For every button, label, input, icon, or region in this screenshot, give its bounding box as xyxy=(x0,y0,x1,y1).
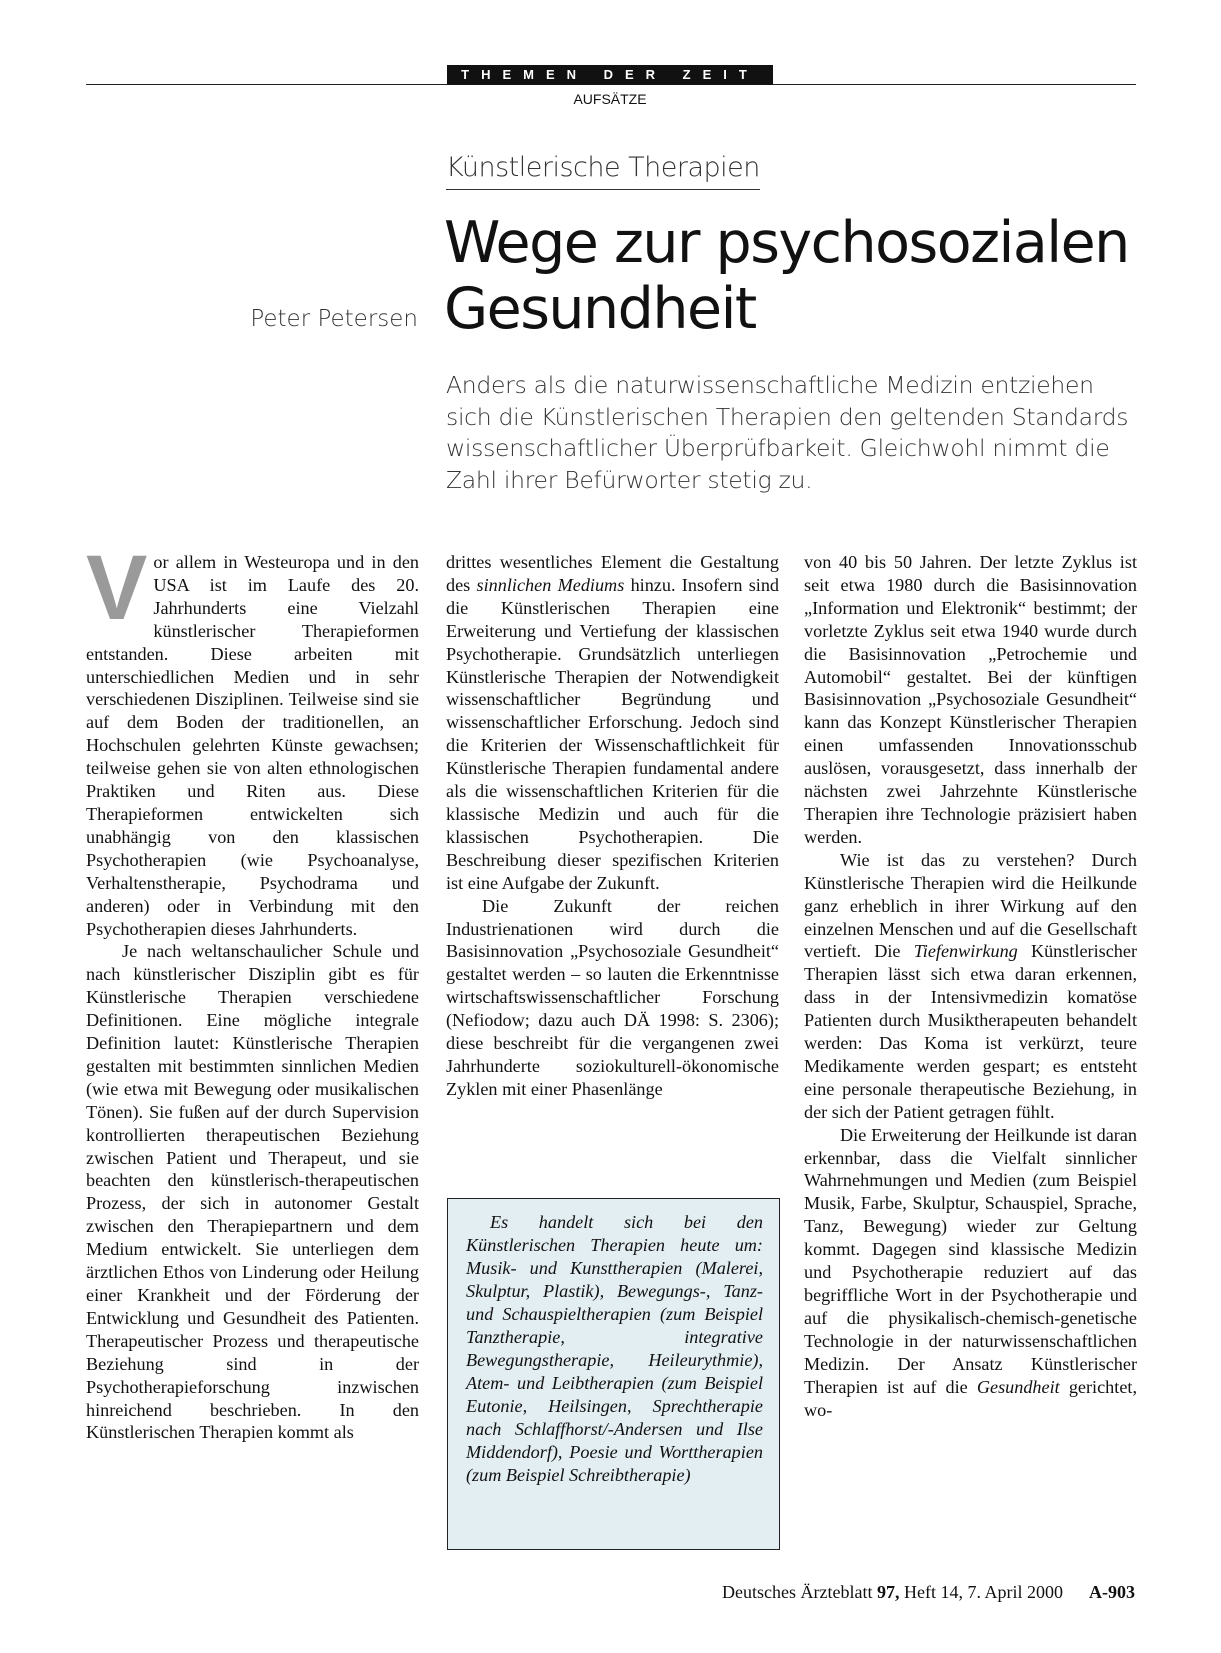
paragraph-text: gerichtet, wo- xyxy=(804,1376,1137,1420)
subsection-label: AUFSÄTZE xyxy=(573,91,647,107)
section-label: THEMEN DER ZEIT xyxy=(447,65,773,85)
info-box-text: Es handelt sich bei den Künstlerischen Therapien heute um: Musik- und Kunsttherapien (Malerei, Skulptur, Plastik), Bewegungs-, Tanz- und Schauspieltherapien (zum Beispiel Tanztherapie, integrative Bewegungstherapie, Heileurythmie), Atem- und Leibtherapien (zum Beispiel Eutonie, Heilsingen, Sprechtherapie nach Schlaffhorst/-Andersen und Ilse Middendorf), Poesie und Worttherapien (zum Beispiel Schreibtherapie) xyxy=(466,1212,763,1485)
paragraph xyxy=(804,1124,1137,1422)
journal-issue: Heft 14, 7. April 2000 xyxy=(904,1582,1063,1602)
paragraph-text: Künstlerischer Therapien lässt sich etwa daran erkennen, dass in der Intensivmedizin komatöse Patienten durch Musiktherapeuten behandelt werden: Das Koma ist verkürzt, teure Medikamente werden gespart; es entsteht eine personale therapeutische Beziehung, in der sich der Patient getragen fühlt. xyxy=(804,941,1138,1122)
article-kicker: Künstlerische Therapien xyxy=(446,152,760,190)
paragraph xyxy=(804,849,1137,1124)
page-footer xyxy=(722,1582,1135,1603)
paragraph: von 40 bis 50 Jahren. Der letzte Zyklus ist seit etwa 1980 durch die Basisinnovation „Information und Elektronik“ bestimmt; der vorletzte Zyklus seit etwa 1940 wurde durch die Basisinnovation „Petrochemie und Automobil“ gestaltet. Bei der künftigen Basisinnovation „Psychosoziale Gesundheit“ kann das Konzept Künstlerischer Therapien einen umfassenden Innovationsschub auslösen, vorausgesetzt, dass innerhalb der nächsten zwei Jahrzehnte Künstlerische Therapien ihre Technologie präzisiert haben werden. xyxy=(804,552,1137,847)
title-line-1: Wege zur psychosozialen xyxy=(444,210,1129,276)
paragraph-text: Die Erweiterung der Heilkunde ist daran erkennbar, dass die Vielfalt sinnlicher Wahrnehmungen und Medien (zum Beispiel Musik, Farbe, Skulptur, Schauspiel, Sprache, Tanz, Bewegung) wieder zur Geltung kommt. Dagegen sind klassische Medizin und Psychotherapie reduziert auf das begriffliche Wort in der Psychotherapie und auf die physikalisch-chemisch-genetische Technologie in der naturwissenschaftlichen Medizin. Der Ansatz Künstlerischer Therapien ist auf die xyxy=(804,1124,1137,1397)
emphasis: Tiefenwirkung xyxy=(913,941,1018,962)
paragraph: Je nach weltanschaulicher Schule und nach künstlerischer Disziplin gibt es für Künstlerische Therapien verschiedene Definitionen. Eine mögliche integrale Definition lautet: Künstlerische Therapien gestalten mit bestimmten sinnlichen Medien (wie etwa mit Bewegung oder musikalischen Tönen). Sie fußen auf der durch Supervision kontrollierten therapeutischen Beziehung zwischen Patient und Therapeut, und sie beachten den künstlerisch-therapeutischen Prozess, der sich in autonomer Gestalt zwischen den Therapiepartnern und dem Medium entwickelt. Sie unterliegen dem ärztlichen Ethos von Linderung oder Heilung einer Krankheit und der Förderung der Entwicklung und Gesundheit des Patienten. Therapeutischer Prozess und therapeutische Beziehung sind in der Psychotherapieforschung inzwischen hinreichend beschrieben. In den Künstlerischen Therapien kommt als xyxy=(86,941,419,1443)
emphasis: sinnlichen Mediums xyxy=(476,574,625,595)
paragraph-text: hinzu. Insofern sind die Künstlerischen Therapien eine Erweiterung und Vertiefung der klassischen Psychotherapie. Grundsätzlich unterliegen Künstlerische Therapien der Notwendigkeit wissenschaftlicher Begründung und wissenschaftlicher Erforschung. Jedoch sind die Kriterien der Wissenschaftlichkeit für Künstlerische Therapien fundamental andere als die wissenschaftlichen Kriterien für die klassische Medizin und auch für die klassischen Psychotherapien. Die Beschreibung dieser spezifischen Kriterien ist eine Aufgabe der Zukunft. xyxy=(446,574,780,893)
page-number: A-903 xyxy=(1089,1582,1135,1602)
paragraph: Die Zukunft der reichen Industrienationen wird durch die Basisinnovation „Psychosoziale Gesundheit“ gestaltet werden – so lauten die Erkenntnisse wirtschaftswissenschaftlicher Forschung (Nefiodow; dazu auch DÄ 1998: S. 2306); diese beschreibt für die vergangenen zwei Jahrhunderte soziokulturell-ökonomische Zyklen mit einer Phasenlänge xyxy=(446,895,779,1099)
drop-cap: V xyxy=(86,537,148,639)
title-line-2: Gesundheit xyxy=(444,276,756,342)
emphasis: Gesundheit xyxy=(976,1376,1060,1397)
article-author: Peter Petersen xyxy=(250,306,418,332)
article-title xyxy=(444,210,1144,342)
body-column-1 xyxy=(86,537,419,1444)
paragraph xyxy=(86,537,419,940)
paragraph xyxy=(446,551,779,895)
journal-name: Deutsches Ärzteblatt xyxy=(722,1582,873,1602)
journal-volume: 97, xyxy=(877,1582,900,1602)
info-box xyxy=(447,1198,780,1550)
paragraph-text: Wie ist das zu verstehen? Durch Künstlerische Therapien wird die Heilkunde ganz erheblich in ihrer Wirkung auf den einzelnen Menschen und auf die Gesellschaft vertieft. Die xyxy=(804,849,1137,962)
paragraph-text: drittes wesentliches Element die Gestaltung des xyxy=(446,552,779,595)
paragraph-text: or allem in Westeuropa und in den USA ist im Laufe des 20. Jahrhunderts eine Vielzahl künstlerischer Therapieformen entstanden. Diese arbeiten mit unterschiedlichen Medien und in sehr verschiedenen Disziplinen. Teilweise sind sie auf dem Boden der traditionellen, an Hochschulen gelehrten Künste gewachsen; teilweise gehen sie von alten ethnologischen Praktiken und Riten aus. Diese Therapieformen entwickelten sich unabhängig von den klassischen Psychotherapien (wie Psychoanalyse, Verhaltenstherapie, Psychodrama und anderen) oder in Verbindung mit den Psychotherapien dieses Jahrhunderts. xyxy=(86,552,419,939)
body-column-3 xyxy=(804,551,1137,1421)
body-column-2 xyxy=(446,551,779,1101)
article-lead: Anders als die naturwissenschaftliche Medizin entziehen sich die Künstlerischen Therapien den geltenden Standards wissenschaftlicher Überprüfbarkeit. Gleichwohl nimmt die Zahl ihrer Befürworter stetig zu. xyxy=(446,371,1129,494)
